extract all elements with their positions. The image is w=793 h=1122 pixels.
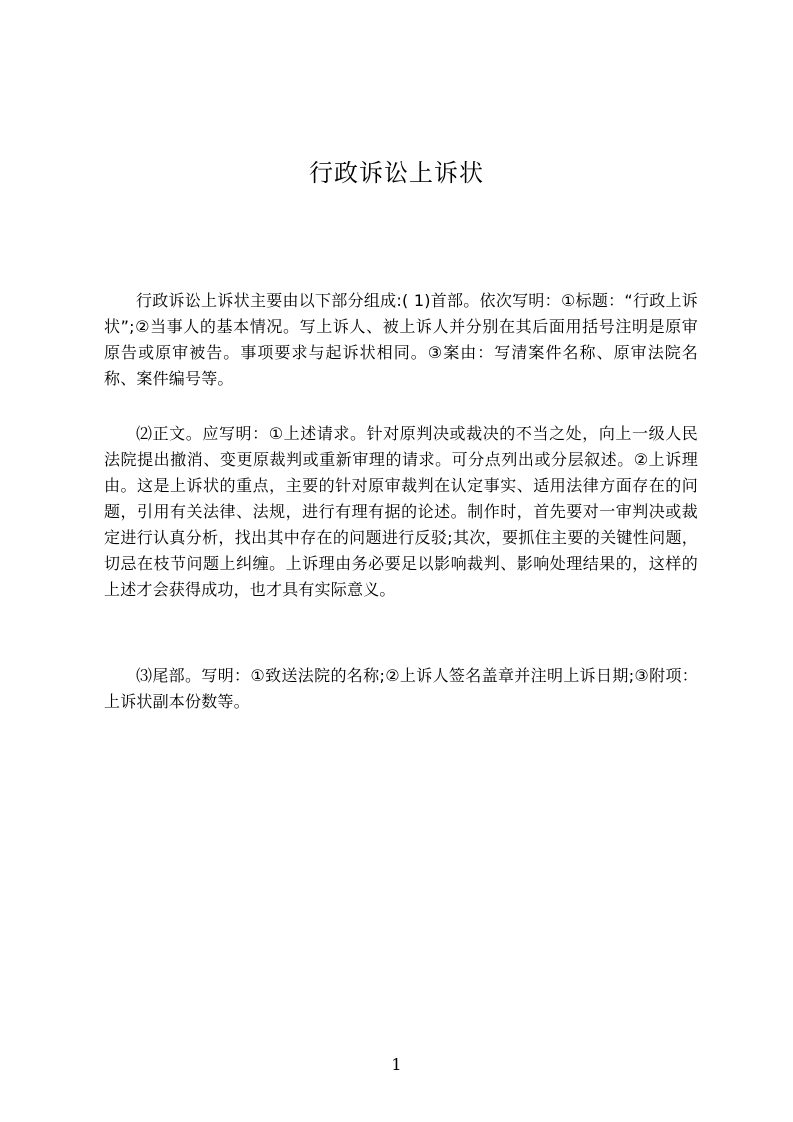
document-title: 行政诉讼上诉状 (309, 159, 484, 188)
page-number: 1 (391, 1055, 402, 1074)
paragraph-intro-header: 行政诉讼上诉状主要由以下部分组成:( 1)首部。依次写明：①标题：“行政上诉状”;②当事人的基本情况。写上诉人、被上诉人并分别在其后面用括号注明是原审原告或原审被告。事项要求与起诉状相同。③案由：写清案件名称、原审法院名称、案件编号等。 (104, 291, 698, 388)
paragraph-body-section: ⑵正文。应写明：①上述请求。针对原判决或裁决的不当之处，向上一级人民法院提出撤消、变更原裁判或重新审理的请求。可分点列出或分层叙述。②上诉理由。这是上诉状的重点，主要的针对原审裁判在认定事实、适用法律方面存在的问题，引用有关法律、法规，进行有理有据的论述。制作时，首先要对一审判决或裁定进行认真分析，找出其中存在的问题进行反驳;其次，要抓住主要的关键性问题，切忌在枝节问题上纠缠。上诉理由务必要足以影响裁判、影响处理结果的，这样的上述才会获得成功，也才具有实际意义。 (104, 424, 698, 599)
paragraph-ending-section: ⑶尾部。写明：①致送法院的名称;②上诉人签名盖章并注明上诉日期;③附项：上诉状副本份数等。 (104, 666, 698, 711)
